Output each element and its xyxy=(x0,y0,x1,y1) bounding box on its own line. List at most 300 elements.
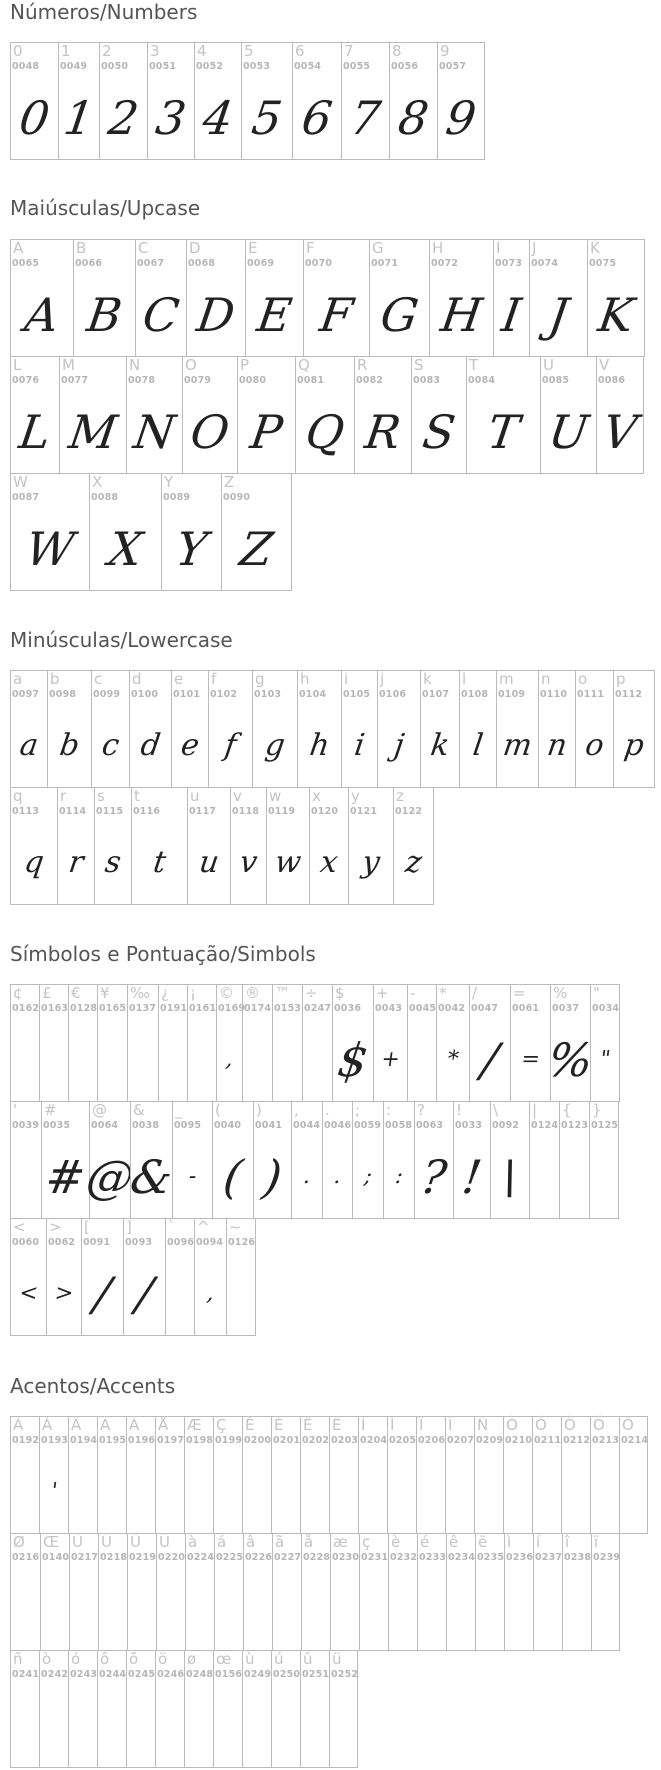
glyph-cell xyxy=(417,1533,446,1651)
glyph-cell xyxy=(253,1101,291,1219)
glyph-cell xyxy=(589,1101,619,1219)
glyph-cell xyxy=(341,670,377,788)
glyph-code-label: 0165 xyxy=(99,1003,127,1014)
glyph-sample: * xyxy=(445,1047,461,1072)
glyph-char-label: Ò xyxy=(506,1416,518,1434)
glyph-char-label: 2 xyxy=(102,42,112,60)
glyph-cell xyxy=(436,984,469,1102)
glyph-char-label: Ñ xyxy=(477,1416,489,1434)
glyph-sample: , xyxy=(224,1047,235,1072)
glyph-code-label: 0101 xyxy=(173,689,201,700)
glyph-cell xyxy=(510,984,550,1102)
glyph-code-label: 0064 xyxy=(91,1120,119,1131)
glyph-cell xyxy=(135,239,186,357)
glyph-cell xyxy=(57,787,94,905)
glyph-sample: + xyxy=(379,1047,402,1072)
glyph-sample: b xyxy=(57,728,82,763)
glyph-sample: T xyxy=(484,405,523,459)
glyph-cell xyxy=(503,1416,532,1534)
glyph-cell xyxy=(216,984,246,1102)
glyph-cell xyxy=(10,670,47,788)
glyph-cell xyxy=(504,1533,533,1651)
glyph-char-label: á xyxy=(217,1533,227,1551)
glyph-cell xyxy=(58,42,99,160)
glyph-code-label: 0206 xyxy=(418,1435,446,1446)
glyph-code-label: 0056 xyxy=(391,61,419,72)
glyph-code-label: 0040 xyxy=(214,1120,242,1131)
glyph-cell xyxy=(377,670,420,788)
glyph-cell xyxy=(212,1101,253,1219)
glyph-code-label: 0121 xyxy=(350,806,378,817)
glyph-sample: ! xyxy=(458,1150,486,1204)
glyph-sample: i xyxy=(352,728,367,763)
glyph-char-label: G xyxy=(372,239,384,257)
glyph-cell xyxy=(271,1650,300,1768)
glyph-char-label: ? xyxy=(417,1101,425,1119)
glyph-sample: ? xyxy=(417,1150,451,1204)
glyph-cell xyxy=(10,787,57,905)
glyph-char-label: c xyxy=(94,670,103,688)
glyph-code-label: 0122 xyxy=(395,806,423,817)
glyph-code-label: 0114 xyxy=(59,806,87,817)
glyph-code-label: 0226 xyxy=(245,1552,273,1563)
glyph-sample xyxy=(222,1259,260,1329)
glyph-sample: v xyxy=(237,845,260,880)
glyph-char-label: : xyxy=(386,1101,392,1119)
glyph-code-label: 0248 xyxy=(186,1669,214,1680)
glyph-sample: K xyxy=(595,288,637,342)
glyph-cell xyxy=(575,670,613,788)
glyph-char-label: ç xyxy=(362,1533,371,1551)
glyph-cell xyxy=(266,787,309,905)
glyph-grid-row xyxy=(10,670,655,788)
glyph-char-label: ¢ xyxy=(13,984,23,1002)
glyph-char-label: $ xyxy=(335,984,345,1002)
section-title-upcase: Maiúsculas/Upcase xyxy=(10,196,201,220)
glyph-sample: k xyxy=(428,728,452,763)
glyph-sample: p xyxy=(622,728,647,763)
glyph-char-label: . xyxy=(325,1101,330,1119)
glyph-cell xyxy=(297,670,341,788)
glyph-char-label: @ xyxy=(92,1101,107,1119)
glyph-cell xyxy=(194,42,241,160)
glyph-sample: U xyxy=(545,405,592,459)
glyph-char-label: N xyxy=(129,356,141,374)
glyph-grid-row xyxy=(10,1101,619,1219)
glyph-char-label: Ë xyxy=(332,1416,342,1434)
glyph-cell xyxy=(354,356,411,474)
glyph-code-label: 0251 xyxy=(302,1669,330,1680)
glyph-cell xyxy=(329,1416,358,1534)
section-title-accents: Acentos/Accents xyxy=(10,1374,176,1398)
glyph-sample xyxy=(587,1574,624,1644)
glyph-cell xyxy=(446,1533,475,1651)
glyph-code-label: 0044 xyxy=(293,1120,321,1131)
glyph-code-label: 0099 xyxy=(93,689,121,700)
glyph-grid-row xyxy=(10,473,292,591)
glyph-code-label: 0230 xyxy=(332,1552,360,1563)
glyph-char-label: W xyxy=(13,473,28,491)
glyph-char-label: ü xyxy=(332,1650,342,1668)
glyph-cell xyxy=(10,1101,41,1219)
glyph-code-label: 0097 xyxy=(12,689,40,700)
glyph-sample: E xyxy=(253,288,296,342)
glyph-cell xyxy=(243,1533,272,1651)
glyph-char-label: Z xyxy=(224,473,235,491)
glyph-char-label: ! xyxy=(456,1101,463,1119)
glyph-sample: w xyxy=(272,845,304,880)
glyph-char-label: Ö xyxy=(622,1416,634,1434)
glyph-sample: s xyxy=(102,845,124,880)
glyph-code-label: 0106 xyxy=(379,689,407,700)
glyph-code-label: 0066 xyxy=(75,258,103,269)
glyph-char-label: [ xyxy=(84,1218,90,1236)
glyph-char-label: S xyxy=(414,356,424,374)
glyph-cell xyxy=(474,1416,503,1534)
glyph-sample: : xyxy=(393,1164,405,1189)
glyph-code-label: 0078 xyxy=(128,375,156,386)
glyph-code-label: 0081 xyxy=(297,375,325,386)
glyph-code-label: 0041 xyxy=(255,1120,283,1131)
glyph-sample: d xyxy=(138,728,163,763)
glyph-sample: $ xyxy=(334,1033,372,1087)
glyph-char-label: è xyxy=(391,1533,401,1551)
glyph-sample: 7 xyxy=(347,91,384,145)
glyph-char-label: û xyxy=(303,1650,313,1668)
glyph-cell xyxy=(387,1416,416,1534)
glyph-code-label: 0243 xyxy=(70,1669,98,1680)
glyph-cell xyxy=(94,787,131,905)
glyph-sample: R xyxy=(361,405,405,459)
glyph-sample: V xyxy=(599,405,641,459)
glyph-code-label: 0196 xyxy=(128,1435,156,1446)
glyph-cell xyxy=(295,356,354,474)
glyph-char-label: Á xyxy=(42,1416,53,1434)
glyph-cell xyxy=(10,42,58,160)
glyph-code-label: 0109 xyxy=(498,689,526,700)
glyph-char-label: ö xyxy=(158,1650,168,1668)
glyph-code-label: 0153 xyxy=(274,1003,302,1014)
glyph-code-label: 0214 xyxy=(621,1435,649,1446)
glyph-sample: D xyxy=(193,288,239,342)
glyph-cell xyxy=(10,1218,46,1336)
glyph-cell xyxy=(242,984,272,1102)
glyph-cell xyxy=(97,1416,126,1534)
glyph-code-label: 0246 xyxy=(157,1669,185,1680)
glyph-code-label: 0038 xyxy=(132,1120,160,1131)
glyph-cell xyxy=(214,1533,243,1651)
glyph-code-label: 0082 xyxy=(356,375,384,386)
glyph-sample xyxy=(615,1457,652,1527)
glyph-sample: Q xyxy=(302,405,348,459)
glyph-code-label: 0108 xyxy=(461,689,489,700)
glyph-char-label: 4 xyxy=(197,42,207,60)
section-title-lowercase: Minúsculas/Lowercase xyxy=(10,628,233,652)
glyph-code-label: 0102 xyxy=(210,689,238,700)
glyph-code-label: 0120 xyxy=(311,806,339,817)
glyph-code-label: 0037 xyxy=(552,1003,580,1014)
glyph-char-label: À xyxy=(13,1416,24,1434)
glyph-cell xyxy=(272,984,302,1102)
glyph-code-label: 0104 xyxy=(299,689,327,700)
glyph-code-label: 0169 xyxy=(218,1003,246,1014)
glyph-cell xyxy=(587,239,645,357)
glyph-char-label: Å xyxy=(158,1416,169,1434)
glyph-sample: W xyxy=(22,522,78,576)
glyph-code-label: 0218 xyxy=(100,1552,128,1563)
glyph-char-label: V xyxy=(599,356,610,374)
glyph-cell xyxy=(99,42,147,160)
glyph-char-label: Ä xyxy=(129,1416,140,1434)
glyph-code-label: 0110 xyxy=(540,689,568,700)
glyph-cell xyxy=(123,1218,165,1336)
glyph-code-label: 0080 xyxy=(239,375,267,386)
glyph-sample: - xyxy=(187,1164,199,1189)
glyph-cell xyxy=(309,787,348,905)
glyph-code-label: 0116 xyxy=(133,806,161,817)
glyph-sample: L xyxy=(15,405,55,459)
glyph-cell xyxy=(73,239,135,357)
glyph-code-label: 0052 xyxy=(196,61,224,72)
glyph-cell xyxy=(359,1533,388,1651)
glyph-code-label: 0245 xyxy=(128,1669,156,1680)
glyph-grid-row xyxy=(10,1650,358,1768)
glyph-sample: O xyxy=(187,405,233,459)
glyph-sample: J xyxy=(545,288,572,342)
glyph-char-label: õ xyxy=(129,1650,139,1668)
glyph-char-label: 1 xyxy=(61,42,71,60)
glyph-code-label: 0068 xyxy=(188,258,216,269)
glyph-cell xyxy=(126,1650,155,1768)
glyph-char-label: Œ xyxy=(43,1533,60,1551)
glyph-char-label: " xyxy=(593,984,600,1002)
glyph-code-label: 0107 xyxy=(422,689,450,700)
glyph-cell xyxy=(445,1416,474,1534)
glyph-cell xyxy=(40,1533,69,1651)
glyph-cell xyxy=(389,42,437,160)
glyph-sample: h xyxy=(307,728,332,763)
glyph-code-label: 0244 xyxy=(99,1669,127,1680)
glyph-char-label: ê xyxy=(449,1533,459,1551)
glyph-code-label: 0118 xyxy=(232,806,260,817)
glyph-grid-row xyxy=(10,356,644,474)
glyph-code-label: 0237 xyxy=(535,1552,563,1563)
glyph-sample: 3 xyxy=(152,91,190,145)
glyph-cell xyxy=(529,1101,559,1219)
glyph-cell xyxy=(69,1533,98,1651)
glyph-char-label: { xyxy=(562,1101,572,1119)
glyph-sample xyxy=(325,1691,362,1761)
glyph-cell xyxy=(414,1101,453,1219)
glyph-char-label: X xyxy=(92,473,103,491)
glyph-code-label: 0228 xyxy=(303,1552,331,1563)
glyph-cell xyxy=(245,239,303,357)
glyph-cell xyxy=(184,1650,213,1768)
glyph-code-label: 0089 xyxy=(163,492,191,503)
glyph-char-label: m xyxy=(499,670,514,688)
glyph-code-label: 0232 xyxy=(390,1552,418,1563)
glyph-cell xyxy=(131,787,187,905)
glyph-char-label: } xyxy=(592,1101,602,1119)
glyph-code-label: 0058 xyxy=(385,1120,413,1131)
glyph-cell xyxy=(358,1416,387,1534)
glyph-cell xyxy=(208,670,252,788)
glyph-cell xyxy=(300,1416,329,1534)
glyph-code-label: 0161 xyxy=(189,1003,217,1014)
glyph-code-label: 0071 xyxy=(371,258,399,269)
glyph-sample: C xyxy=(139,288,183,342)
glyph-char-label: È xyxy=(245,1416,255,1434)
glyph-char-label: ; xyxy=(355,1101,361,1119)
glyph-cell xyxy=(416,1416,445,1534)
glyph-char-label: p xyxy=(616,670,626,688)
glyph-cell xyxy=(187,984,216,1102)
glyph-cell xyxy=(171,670,208,788)
glyph-char-label: u xyxy=(190,787,200,805)
glyph-code-label: 0156 xyxy=(215,1669,243,1680)
glyph-char-label: d xyxy=(132,670,142,688)
glyph-code-label: 0035 xyxy=(43,1120,71,1131)
glyph-char-label: ^ xyxy=(197,1218,210,1236)
glyph-sample: y xyxy=(360,845,382,880)
glyph-char-label: D xyxy=(189,239,201,257)
glyph-code-label: 0242 xyxy=(41,1669,69,1680)
glyph-sample: A xyxy=(21,288,63,342)
glyph-code-label: 0085 xyxy=(542,375,570,386)
glyph-char-label: _ xyxy=(175,1101,183,1119)
glyph-code-label: 0162 xyxy=(12,1003,40,1014)
glyph-cell xyxy=(544,984,597,1102)
glyph-code-label: 0207 xyxy=(447,1435,475,1446)
glyph-char-label: K xyxy=(590,239,600,257)
glyph-char-label: P xyxy=(240,356,250,374)
glyph-char-label: v xyxy=(233,787,242,805)
glyph-char-label: 8 xyxy=(392,42,402,60)
glyph-cell xyxy=(272,1533,301,1651)
glyph-sample: = xyxy=(519,1047,542,1072)
glyph-char-label: Ç xyxy=(216,1416,227,1434)
glyph-code-label: 0241 xyxy=(12,1669,40,1680)
glyph-cell xyxy=(10,356,59,474)
glyph-code-label: 0063 xyxy=(416,1120,444,1131)
glyph-char-label: < xyxy=(13,1218,26,1236)
glyph-sample: , xyxy=(205,1281,216,1306)
glyph-cell xyxy=(590,984,620,1102)
glyph-cell xyxy=(303,239,369,357)
glyph-code-label: 0045 xyxy=(409,1003,437,1014)
glyph-char-label: © xyxy=(219,984,234,1002)
glyph-cell xyxy=(562,1533,591,1651)
glyph-char-label: l xyxy=(462,670,467,688)
glyph-cell xyxy=(613,670,655,788)
glyph-cell xyxy=(559,1101,589,1219)
glyph-code-label: 0069 xyxy=(247,258,275,269)
glyph-sample: " xyxy=(598,1047,612,1072)
glyph-cell xyxy=(341,42,389,160)
glyph-code-label: 0119 xyxy=(268,806,296,817)
glyph-sample: B xyxy=(83,288,126,342)
glyph-sample: F xyxy=(316,288,357,342)
glyph-char-label: s xyxy=(97,787,105,805)
glyph-grid-row xyxy=(10,1416,648,1534)
glyph-cell xyxy=(68,1650,97,1768)
glyph-cell xyxy=(242,1650,271,1768)
glyph-code-label: 0034 xyxy=(592,1003,620,1014)
glyph-code-label: 0057 xyxy=(439,61,467,72)
glyph-char-label: , xyxy=(294,1101,299,1119)
glyph-sample: 1 xyxy=(60,91,98,145)
glyph-char-label: F xyxy=(306,239,315,257)
glyph-char-label: ù xyxy=(245,1650,255,1668)
glyph-char-label: y xyxy=(351,787,360,805)
glyph-cell xyxy=(388,1533,417,1651)
glyph-char-label: Ü xyxy=(159,1533,170,1551)
glyph-char-label: L xyxy=(13,356,22,374)
glyph-code-label: 0053 xyxy=(243,61,271,72)
glyph-code-label: 0065 xyxy=(12,258,40,269)
glyph-char-label: å xyxy=(304,1533,314,1551)
glyph-code-label: 0050 xyxy=(101,61,129,72)
glyph-char-label: E xyxy=(248,239,258,257)
glyph-cell xyxy=(469,984,510,1102)
glyph-cell xyxy=(407,984,436,1102)
glyph-cell xyxy=(252,670,297,788)
glyph-cell xyxy=(383,1101,414,1219)
glyph-code-label: 0039 xyxy=(12,1120,40,1131)
glyph-cell xyxy=(161,473,221,591)
glyph-code-label: 0093 xyxy=(125,1237,153,1248)
glyph-char-label: à xyxy=(188,1533,198,1551)
glyph-code-label: 0076 xyxy=(12,375,40,386)
glyph-char-label: 3 xyxy=(150,42,160,60)
glyph-sample: & xyxy=(127,1150,176,1204)
glyph-char-label: / xyxy=(472,984,478,1002)
glyph-char-label: æ xyxy=(333,1533,348,1551)
glyph-cell xyxy=(330,1533,359,1651)
glyph-char-label: ó xyxy=(71,1650,81,1668)
glyph-cell xyxy=(89,473,161,591)
glyph-cell xyxy=(155,1650,184,1768)
glyph-char-label: > xyxy=(49,1218,62,1236)
glyph-code-label: 0061 xyxy=(512,1003,540,1014)
glyph-char-label: f xyxy=(211,670,217,688)
glyph-code-label: 0096 xyxy=(167,1237,195,1248)
glyph-cell xyxy=(126,1416,155,1534)
glyph-char-label: 5 xyxy=(244,42,254,60)
glyph-code-label: 0067 xyxy=(137,258,165,269)
glyph-char-label: I xyxy=(496,239,501,257)
glyph-char-label: Â xyxy=(71,1416,82,1434)
glyph-sample xyxy=(585,1142,623,1212)
glyph-code-label: 0113 xyxy=(12,806,40,817)
glyph-code-label: 0054 xyxy=(294,61,322,72)
glyph-grid-row xyxy=(10,1218,256,1336)
glyph-char-label: ‰ xyxy=(130,984,151,1002)
glyph-char-label: b xyxy=(50,670,60,688)
glyph-cell xyxy=(459,670,496,788)
glyph-cell xyxy=(369,239,429,357)
glyph-char-label: h xyxy=(300,670,310,688)
glyph-char-label: Ø xyxy=(13,1533,25,1551)
glyph-char-label: 6 xyxy=(295,42,305,60)
glyph-sample: P xyxy=(247,405,286,459)
glyph-char-label: J xyxy=(532,239,537,257)
glyph-char-label: Õ xyxy=(593,1416,605,1434)
glyph-char-label: ¡ xyxy=(190,984,197,1002)
glyph-code-label: 0105 xyxy=(343,689,371,700)
glyph-cell xyxy=(39,1650,68,1768)
glyph-cell xyxy=(332,984,373,1102)
